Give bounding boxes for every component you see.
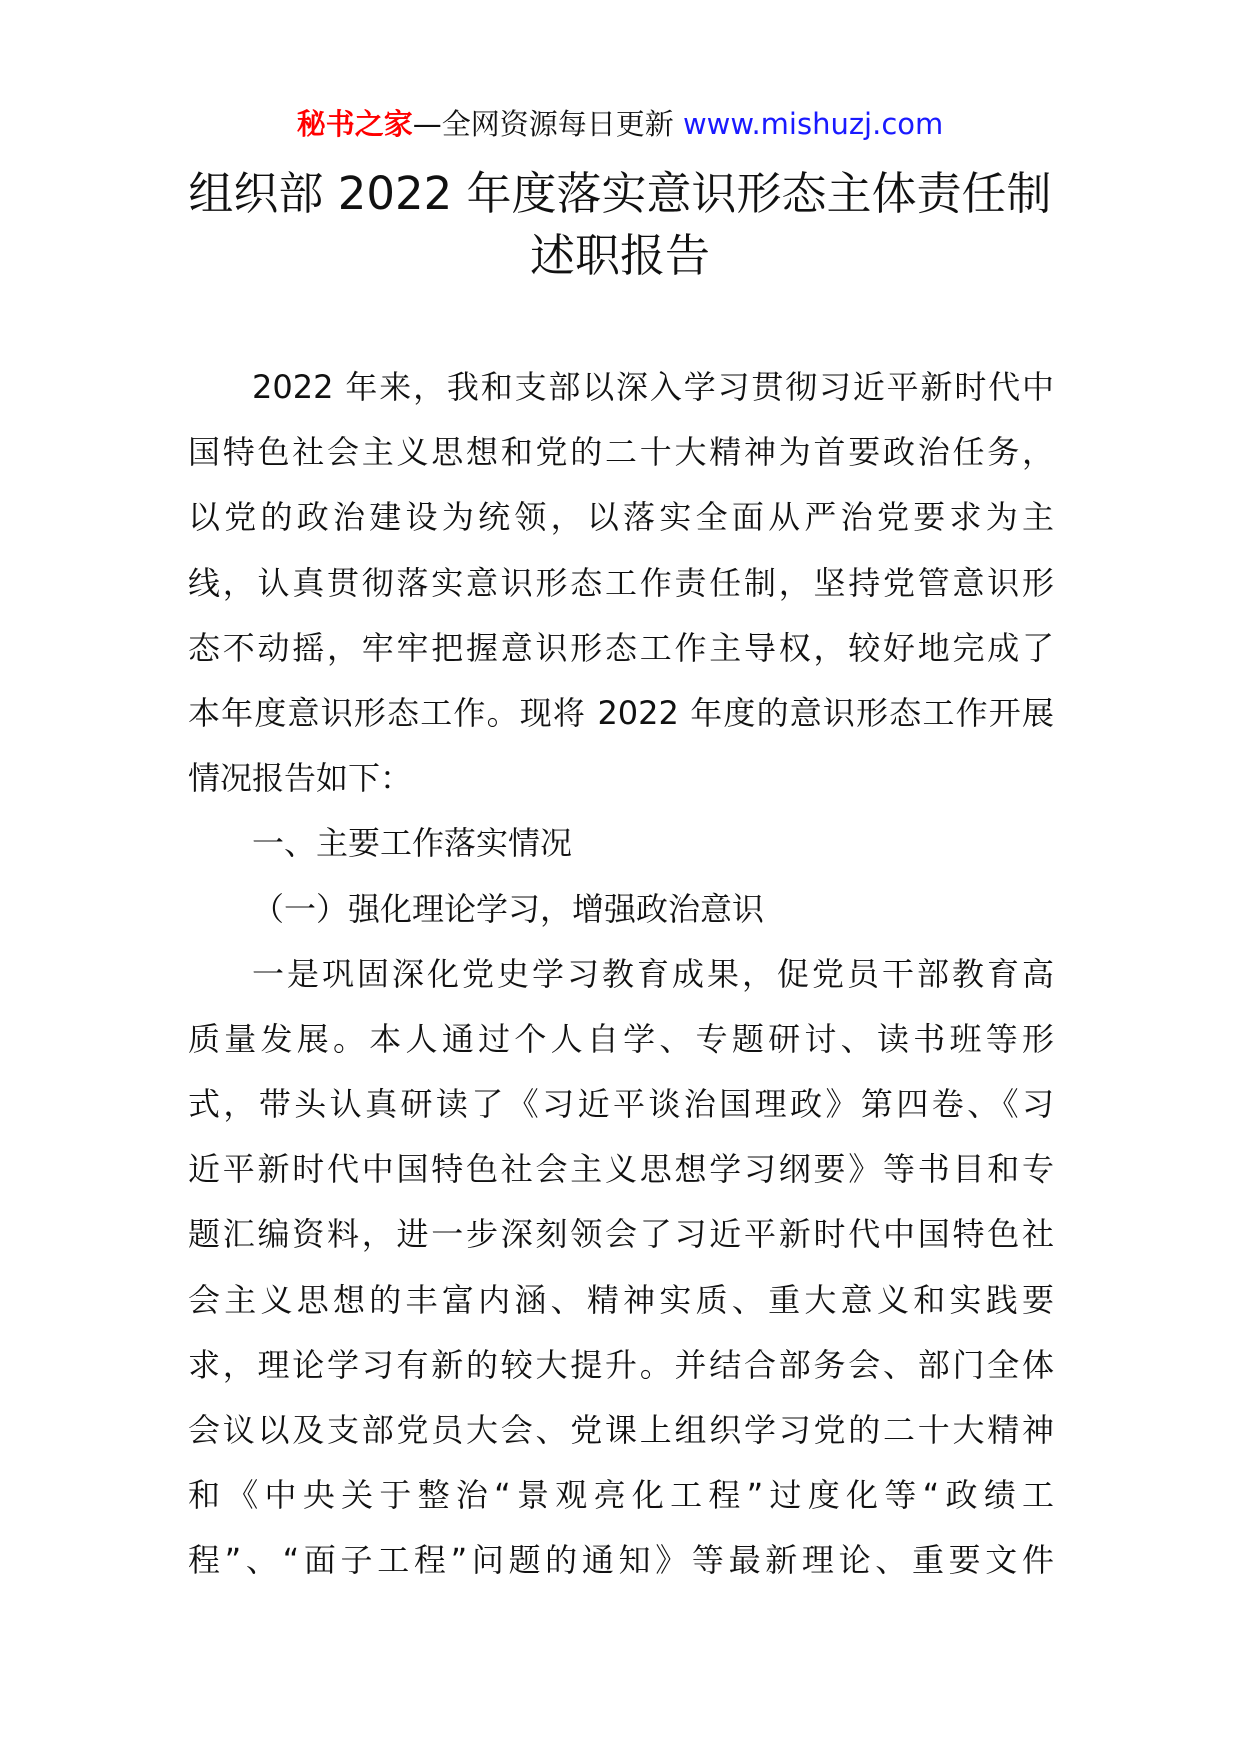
paragraph-line: 国特色社会主义思想和党的二十大精神为首要政治任务， [188,433,1054,472]
paragraph-line: 质量发展。本人通过个人自学、专题研讨、读书班等形 [188,1019,1054,1058]
paragraph-line: 情况报告如下： [188,759,413,798]
document-body [188,355,1054,1594]
header-slogan: —全网资源每日更新 [412,107,674,141]
paragraph-line: 本年度意识形态工作。现将 2022 年度的意识形态工作开展 [188,693,1054,732]
paragraph-line: 求，理论学习有新的较大提升。并结合部务会、部门全体 [188,1345,1054,1384]
document-title-line-2: 述职报告 [529,229,710,282]
site-header [0,104,1240,144]
paragraph-line: 程”、“面子工程”问题的通知》等最新理论、重要文件 [188,1541,1054,1580]
subsection-heading: （一）强化理论学习，增强政治意识 [252,889,765,928]
document-title-line-1: 组织部 2022 年度落实意识形态主体责任制 [188,167,1052,220]
paragraph-line: 2022 年来，我和支部以深入学习贯彻习近平新时代中 [252,368,1054,406]
paragraph-line: 以党的政治建设为统领，以落实全面从严治党要求为主 [188,498,1054,537]
section-heading: 一、主要工作落实情况 [252,824,573,863]
paragraph-line: 线，认真贯彻落实意识形态工作责任制，坚持党管意识形 [188,563,1054,602]
brand-name: 秘书之家 [296,107,413,141]
paragraph-line: 会主义思想的丰富内涵、精神实质、重大意义和实践要 [188,1280,1054,1319]
header-url-link[interactable]: www.mishuzj.com [682,107,944,141]
paragraph-line: 近平新时代中国特色社会主义思想学习纲要》等书目和专 [188,1150,1054,1189]
paragraph-line: 态不动摇，牢牢把握意识形态工作主导权，较好地完成了 [188,628,1054,667]
paragraph-line: 一是巩固深化党史学习教育成果，促党员干部教育高 [252,954,1054,993]
paragraph-line: 和《中央关于整治“景观亮化工程”过度化等“政绩工 [188,1476,1054,1515]
paragraph-line: 会议以及支部党员大会、党课上组织学习党的二十大精神 [188,1411,1054,1449]
paragraph-line: 式，带头认真研读了《习近平谈治国理政》第四卷、《习 [188,1085,1054,1124]
paragraph-line: 题汇编资料，进一步深刻领会了习近平新时代中国特色社 [188,1215,1054,1254]
